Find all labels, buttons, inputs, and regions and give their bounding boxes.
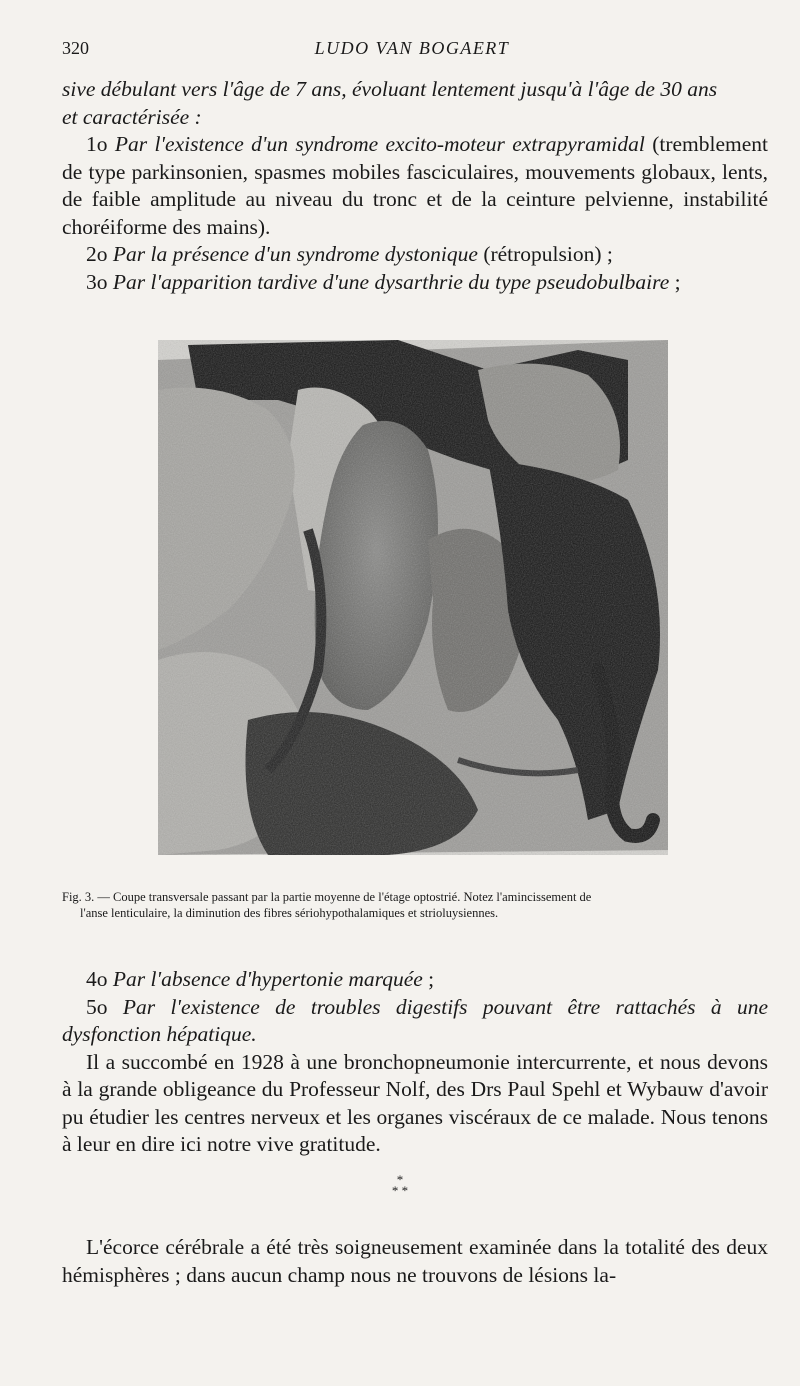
figure-caption (62, 889, 768, 921)
paragraph-cortex: L'écorce cérébrale a été très soigneusement examinée dans la totalité des deux hémisphères ; dans aucun champ nous ne trouvons de lésions la- (62, 1235, 768, 1287)
list-item-1-text: (tremblement de type parkinsonien, spasmes mobiles fasciculaires, mouvements globaux, lents, de faible amplitude au niveau du tronc et de la ceinture pelvienne, instabilité choréiforme des mains). (62, 132, 769, 239)
list-item-1-number: 1o (86, 132, 108, 156)
section-separator (0, 1174, 800, 1196)
intro-line-2: et caractérisée : (62, 104, 202, 129)
list-item-2-number: 2o (86, 242, 108, 266)
caption-line-2: l'anse lenticulaire, la diminution des fibres sériohypothalamiques et strioluysiennes. (80, 906, 499, 920)
list-item-4 (62, 966, 768, 994)
page-number: 320 (62, 38, 89, 58)
list-item-5-number: 5o (86, 994, 108, 1019)
caption-line-1: Fig. 3. — Coupe transversale passant par la partie moyenne de l'étage optostrié. Notez l'amincissement de (62, 890, 592, 904)
list-item-5 (62, 994, 768, 1049)
separator-star-top: * (396, 1172, 404, 1187)
top-text-block (62, 76, 768, 296)
list-item-1 (62, 131, 768, 241)
list-item-2 (62, 241, 768, 269)
list-item-3-text: ; (674, 269, 681, 294)
list-item-2-heading: Par la présence d'un syndrome dystonique (112, 242, 478, 266)
list-item-2-text: (rétropulsion) ; (483, 242, 613, 266)
list-item-5-heading: Par l'existence de troubles digestifs pouvant être rattachés à une dysfonction hépatique. (62, 994, 768, 1046)
list-item-4-heading: Par l'absence d'hypertonie marquée (112, 967, 423, 991)
list-item-4-text: ; (428, 967, 435, 991)
final-text-block (62, 1234, 768, 1289)
brain-section-photograph (158, 340, 668, 855)
list-item-3 (62, 269, 768, 297)
list-item-3-number: 3o (86, 269, 108, 294)
separator-stars-bottom: * * (391, 1183, 409, 1198)
running-title: LUDO VAN BOGAERT (314, 38, 510, 58)
intro-line-1: sive débulant vers l'âge de 7 ans, évoluant lentement jusqu'à l'âge de 30 ans (62, 77, 718, 101)
bottom-text-block (62, 966, 768, 1159)
brain-section-image (158, 340, 668, 855)
list-item-4-number: 4o (86, 967, 108, 991)
page-header (62, 38, 762, 62)
list-item-1-heading: Par l'existence d'un syndrome excito-moteur extrapyramidal (114, 132, 645, 156)
list-item-3-heading: Par l'apparition tardive d'une dysarthrie du type pseudobulbaire (112, 269, 670, 294)
paragraph-death: Il a succombé en 1928 à une bronchopneumonie intercurrente, et nous devons à la grande obligeance du Professeur Nolf, des Drs Paul Spehl et Wybauw d'avoir pu étudier les centres nerveux et les organes viscéraux de ce malade. Nous tenons à leur en dire ici notre vive gratitude. (62, 1049, 768, 1156)
